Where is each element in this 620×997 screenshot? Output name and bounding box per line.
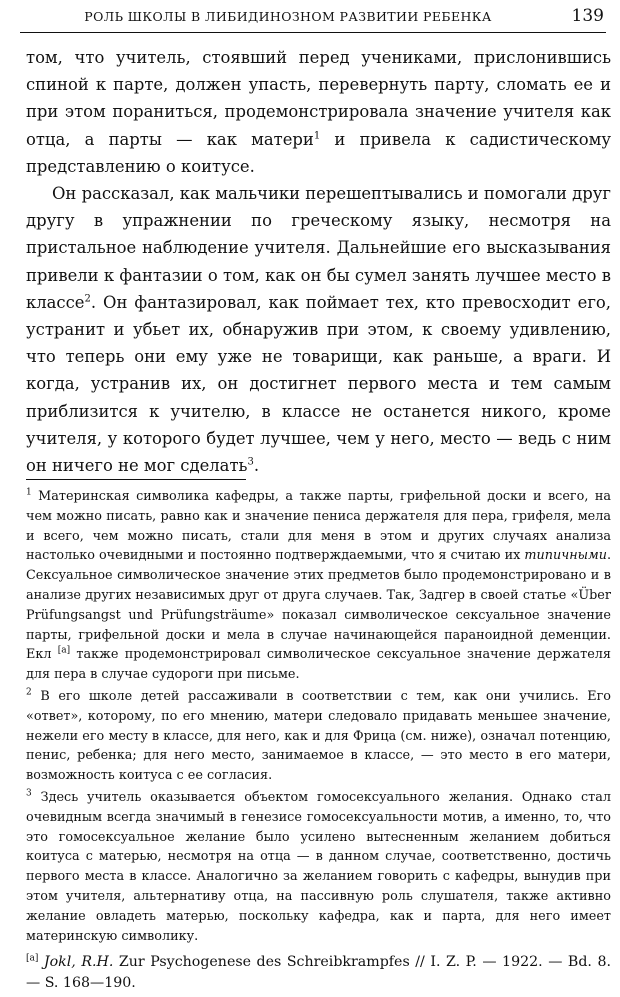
paragraph-2-text-c: . [253, 456, 260, 476]
footnote-1-emphasis: типичными [524, 548, 607, 564]
running-title: РОЛЬ ШКОЛЫ В ЛИБИДИНОЗНОМ РАЗВИТИИ РЕБЕНКА [84, 9, 492, 24]
running-header [20, 6, 606, 33]
paragraph-2 [26, 180, 611, 479]
footnote-1-text-b: . Сексуальное символическое значение этих предметов было продемонстрировано и в анализе других независимых друг от друга случаев. Так, Задгер в своей статье «Über Prüfungsangst und Prüfungsträume» показал символическое сексуальное значение парты, грифельной доски и мела в случае начинающейся параноидной деменции. Екл [26, 548, 612, 663]
paragraph-2-text-a: Он рассказал, как мальчики перешептывались и помогали друг другу в упражнении по греческому языку, несмотря на пристальное наблюдение учителя. Дальнейшие его высказывания привели к фантазии о том, как он бы сумел занять лучшее место в классе [26, 184, 611, 312]
footnote-3 [26, 788, 611, 946]
footnote-1-text-c: также продемонстрировал символическое сексуальное значение держателя для пера в случае судороги при письме. [26, 647, 611, 683]
footnote-3-text: Здесь учитель оказывается объектом гомосексуального желания. Однако стал очевидным всегда значимый в генезисе гомосексуальности мотив, а именно, то, что это гомосексуальное желание было усилено вытесненным желанием добиться коитуса с матерью, несмотря на отца — в данном случае, соответственно, достичь первого места в классе. Аналогично за желанием говорить с кафедры, вынудив при этом учителя, альтернативу отца, на пассивную роль слушателя, также активно желание овладеть матерью, поскольку кафедра, как и парта, для него имеет материнскую символику. [26, 789, 611, 944]
footnotes [26, 487, 611, 996]
paragraph-1 [26, 44, 611, 180]
footnote-divider [26, 479, 246, 480]
bibliography-mark: [a] [26, 953, 39, 964]
footnote-ref-2: 2 [84, 293, 91, 305]
bibliography-note [26, 952, 611, 994]
page-number: 139 [571, 6, 604, 26]
footnote-ref-3: 3 [247, 456, 254, 468]
footnote-3-mark: 3 [26, 788, 32, 799]
footnote-2 [26, 687, 611, 786]
paragraph-1-text-a: том, что учитель, стоявший перед учениками, прислонившись спиной к парте, должен упасть, перевернуть парту, сломать ее и при этом пораниться, продемонстрировала значение учителя как отца, а парты — как матери [26, 48, 611, 149]
main-text [26, 44, 611, 479]
footnote-ref-1: 1 [313, 130, 321, 142]
footnote-1-mark: 1 [26, 487, 32, 498]
footnote-2-mark: 2 [26, 687, 32, 698]
paragraph-2-text-b: . Он фантазировал, как поймает тех, кто превосходит его, устранит и убьет их, обнаружив при этом, к своему удивлению, что теперь они ему уже не товарищи, как раньше, а враги. И когда, устранив их, он достигнет первого места и тем самым приблизится к учителю, в классе не останется никого, кроме учителя, у которого будет лучшее, чем у него, место — ведь с ним он ничего не мог сделать [26, 292, 611, 476]
footnote-1-reference: [a] [57, 646, 71, 657]
bibliography-text: Zur Psychogenese des Schreibkrampfes // I. Z. P. — 1922. — Bd. 8. — S. 168—190. [26, 954, 611, 992]
footnote-1 [26, 487, 611, 685]
footnote-1-text-a: Материнская символика кафедры, а также парты, грифельной доски и всего, на чем можно писать, равно как и значение пениса держателя для пера, грифеля, мела и всего, чем можно писать, стали для меня в этом и других случаях анализа настолько очевидными и постоянно подтверждаемыми, что я считаю их [26, 489, 611, 564]
footnote-2-text: В его школе детей рассаживали в соответствии с тем, как они учились. Его «ответ», которому, по его мнению, матери следовало придавать меньшее значение, нежели его месту в классе, для него, как и для Фрица (см. ниже), означал потенцию, пенис, ребенка; для него место, занимаемое в классе, — это место в его матери, возможность коитуса с ее согласия. [26, 688, 611, 784]
paragraph-1-text-b: и привела к садистическому представлению о коитусе. [26, 129, 611, 176]
bibliography-author: Jokl, R.H. [43, 954, 114, 971]
